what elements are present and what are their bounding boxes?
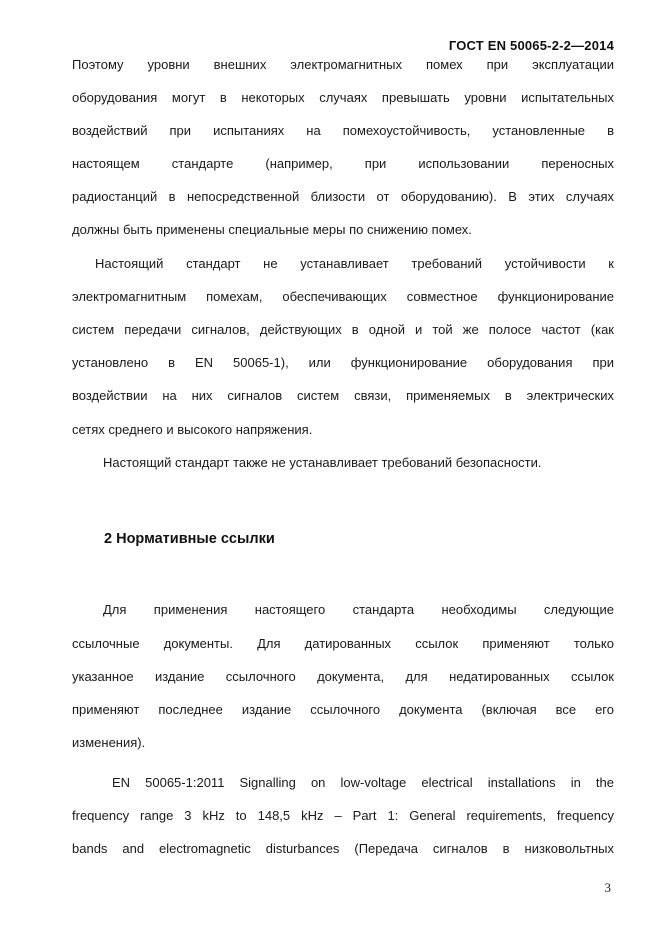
para2-line-6: сетях среднего и высокого напряжения.: [72, 422, 313, 437]
page-number: 3: [604, 880, 611, 895]
section-heading: 2 Нормативные ссылки: [104, 531, 275, 547]
para5-line-3: bands and electromagnetic disturbances (Передача сигналов в низковольтных: [72, 841, 614, 856]
para2-line-2: электромагнитным помехам, обеспечивающих совместное функционирование: [72, 289, 614, 304]
para4-line-4: применяют последнее издание ссылочного документа (включая все его: [72, 702, 614, 717]
para4-line-3: указанное издание ссылочного документа, для недатированных ссылок: [72, 669, 614, 684]
para4-line-1: Для применения настоящего стандарта необходимы следующие: [103, 602, 614, 617]
para1-line-2: оборудования могут в некоторых случаях превышать уровни испытательных: [72, 90, 614, 105]
para2-line-1: Настоящий стандарт не устанавливает требований устойчивости к: [95, 256, 614, 271]
para5-line-2: frequency range 3 kHz to 148,5 kHz – Part 1: General requirements, frequency: [72, 808, 614, 823]
para2-line-5: воздействии на них сигналов систем связи, применяемых в электрических: [72, 388, 614, 403]
para4-line-5: изменения).: [72, 735, 146, 750]
para3-line-1: Настоящий стандарт также не устанавливает требований безопасности.: [103, 455, 542, 470]
para1-line-5: радиостанций в непосредственной близости от оборудованию). В этих случаях: [72, 189, 614, 204]
para5-line-1: EN 50065-1:2011 Signalling on low-voltage electrical installations in the: [112, 775, 614, 790]
para2-line-3: систем передачи сигналов, действующих в одной и той же полосе частот (как: [72, 322, 614, 337]
para1-line-3: воздействий при испытаниях на помехоустойчивость, установленные в: [72, 123, 614, 138]
para4-line-2: ссылочные документы. Для датированных ссылок применяют только: [72, 636, 614, 651]
para2-line-4: установлено в EN 50065-1), или функционирование оборудования при: [72, 355, 614, 370]
document-header: ГОСТ EN 50065-2-2—2014: [448, 38, 614, 53]
para1-line-1: Поэтому уровни внешних электромагнитных помех при эксплуатации: [72, 57, 614, 72]
para1-line-6: должны быть применены специальные меры по снижению помех.: [72, 222, 472, 237]
para1-line-4: настоящем стандарте (например, при использовании переносных: [72, 156, 614, 171]
